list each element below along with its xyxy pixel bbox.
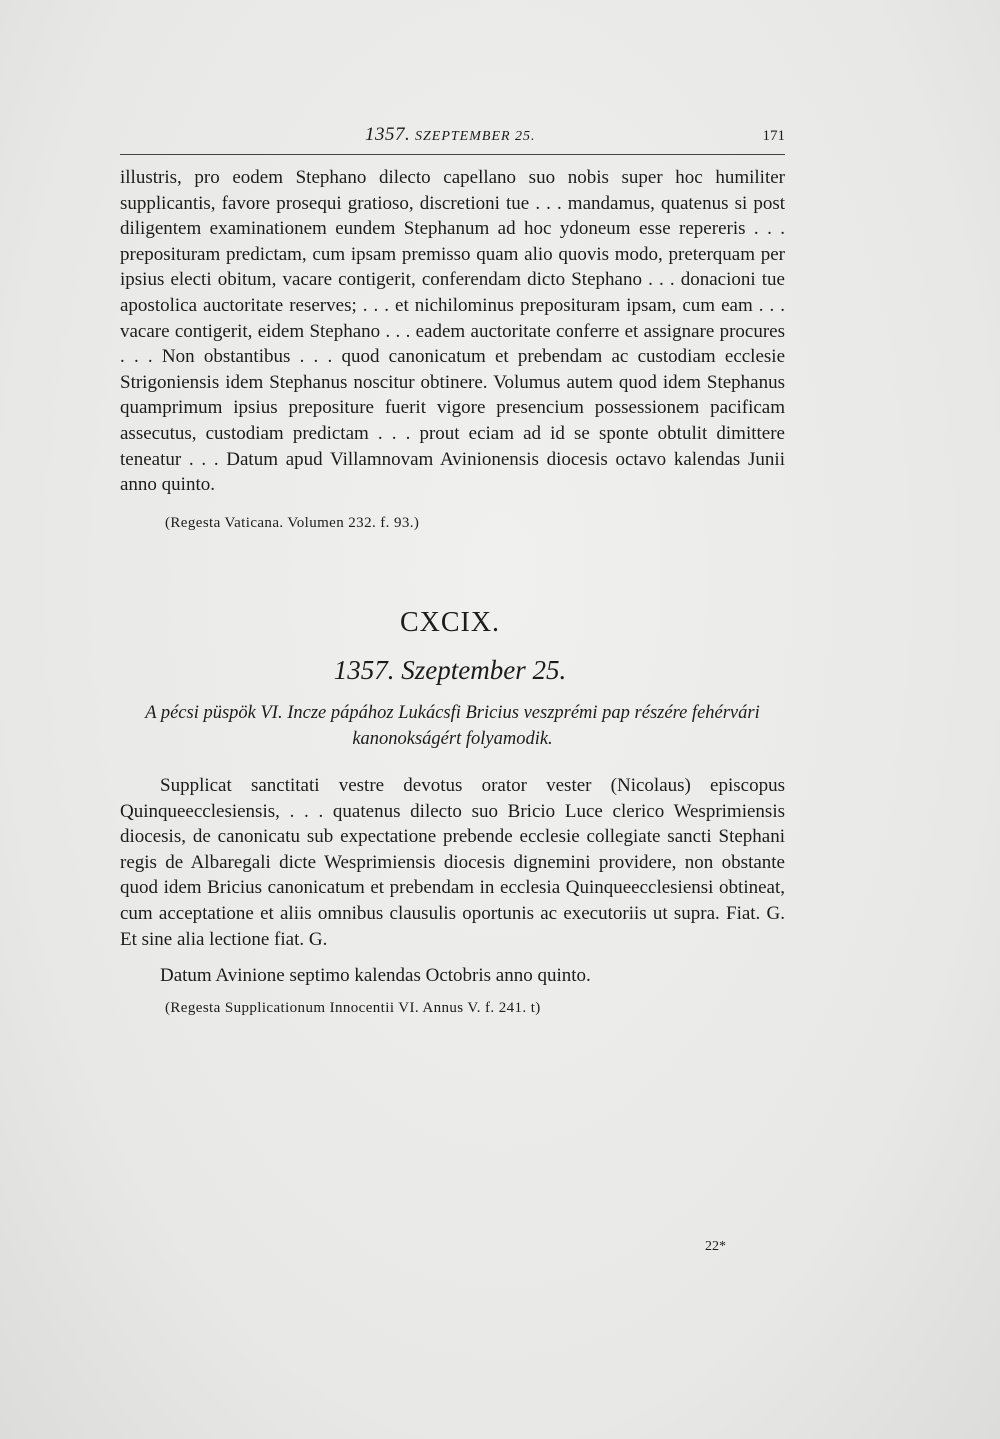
- document-heading: A pécsi püspök VI. Incze pápához Lukácsfi Bricius veszprémi pap részére fehérvári kanonokságért folyamodik.: [145, 703, 760, 749]
- dating-clause: [120, 963, 785, 989]
- signature-mark: 22*: [705, 1239, 726, 1254]
- source-citation: (Regesta Vaticana. Volumen 232. f. 93.): [165, 515, 420, 531]
- continued-paragraph: [120, 165, 785, 498]
- header-date: SZEPTEMBER 25.: [415, 129, 536, 144]
- running-header: [120, 124, 785, 155]
- header-year: 1357.: [365, 124, 411, 145]
- document-number: CXCIX.: [399, 607, 501, 638]
- document-body: [120, 773, 785, 952]
- source-citation: (Regesta Supplicationum Innocentii VI. Annus V. f. 241. t): [165, 1000, 541, 1016]
- paragraph-text: Datum Avinione septimo kalendas Octobris anno quinto.: [160, 965, 591, 986]
- paragraph-text: Supplicat sanctitati vestre devotus orator vester (Nicolaus) episcopus Quinqueecclesiensis, . . . quatenus dilecto suo Bricio Luce clerico Wesprimiensis diocesis, de canonicatu sub expectatione prebende ecclesie collegiate sancti Stephani regis de Albaregali dicte Wesprimiensis diocesis dignemini providere, non obstante quod idem Bricius canonicatum et prebendam in ecclesia Quinqueecclesiensi obtineat, cum acceptatione et aliis omnibus clausulis oportunis ac executoriis ut supra. Fiat. G. Et sine alia lectione fiat. G.: [120, 775, 785, 950]
- paragraph-text: illustris, pro eodem Stephano dilecto capellano suo nobis super hoc humiliter supplicantis, favore prosequi gratioso, discretioni tue . . . mandamus, quatenus si post diligentem examinationem eundem Stephanum ad hoc ydoneum esse repereris . . . prepositurаm predictam, cum ipsam premisso quam alio quovis modo, preterquam per ipsius electi obitum, vacare contigerit, conferendam dicto Stephano . . . donacioni tue apostolica auctoritate reserves; . . . et nichilominus prepositurаm ipsam, cum eam . . . vacare contigerit, eidem Stephano . . . eadem auctoritate conferre et assignare procures . . . Non obstantibus . . . quod canonicatum et prebendam ac custodiam ecclesie Strigoniensis idem Stephanus noscitur obtinere. Volumus autem quod idem Stephanus quamprimum ipsius prepositure fuerit vigore presencium possessionem pacificam assecutus, custodiam predictam . . . prout eciam ad id se sponte obtulit dimittere teneatur . . . Datum apud Villamnovam Avinionensis diocesis octavo kalendas Junii anno quinto.: [120, 167, 785, 496]
- running-head-title: [365, 124, 536, 146]
- document-date: 1357. Szeptember 25.: [333, 655, 567, 685]
- page-number: 171: [762, 128, 785, 144]
